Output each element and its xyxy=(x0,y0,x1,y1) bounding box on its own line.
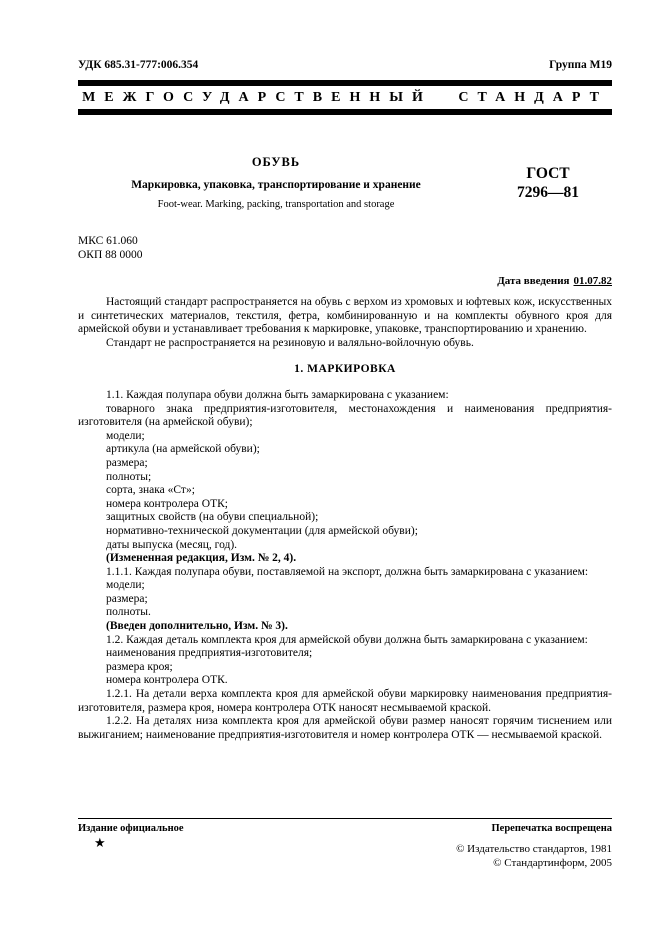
classification-codes xyxy=(78,234,612,262)
paragraph: (Введен дополнительно, Изм. № 3). xyxy=(106,620,288,633)
udk-code: УДК 685.31-777:006.354 xyxy=(78,59,199,71)
standard-banner xyxy=(78,80,612,115)
effective-date-value: 01.07.82 xyxy=(573,275,612,287)
top-codes-row xyxy=(78,58,612,72)
paragraph: модели; xyxy=(106,579,145,592)
document-title: ОБУВЬ xyxy=(251,155,301,169)
official-edition-label: Издание официальное xyxy=(78,823,184,834)
title-block xyxy=(78,155,612,210)
paragraph: защитных свойств (на обуви специальной); xyxy=(106,511,319,524)
paragraph: нормативно-технической документации (для армейской обуви); xyxy=(106,524,418,537)
copyright-block xyxy=(78,842,612,870)
star-icon: ★ xyxy=(94,835,106,850)
mks-code: МКС 61.060 xyxy=(78,235,138,247)
paragraph: полноты; xyxy=(106,470,152,483)
document-subtitle-en: Foot-wear. Marking, packing, transportation and storage xyxy=(157,199,395,210)
gost-number: 7296—81 xyxy=(517,183,579,201)
paragraph: 1.2.1. На детали верха комплекта кроя для армейской обуви маркировку наименования предприятия-изготовителя, размера кроя, номера контролера ОТК наносят несмываемой краской. xyxy=(78,688,612,714)
paragraph: артикула (на армейской обуви); xyxy=(106,443,260,456)
banner-bar-bottom xyxy=(78,109,612,115)
paragraph: (Измененная редакция, Изм. № 2, 4). xyxy=(106,552,297,565)
paragraph: 1.2.2. На деталях низа комплекта кроя для армейской обуви размер наносят горячим тиснением или выжиганием; наименование предприятия-изготовителя и номер контролера ОТК — несмываемой краской. xyxy=(78,715,612,741)
paragraph: наименования предприятия-изготовителя; xyxy=(106,647,313,660)
section-heading: 1. МАРКИРОВКА xyxy=(294,363,396,376)
document-subtitle: Маркировка, упаковка, транспортирование и хранение xyxy=(131,179,421,191)
gost-label: ГОСТ xyxy=(526,164,570,182)
paragraph: 1.2. Каждая деталь комплекта кроя для армейской обуви должна быть замаркирована с указанием: xyxy=(106,633,588,646)
effective-date-label: Дата введения xyxy=(497,275,570,287)
copyright-line: © Стандартинформ, 2005 xyxy=(493,857,612,869)
paragraph: 1.1. Каждая полупара обуви должна быть замаркирована с указанием: xyxy=(106,388,449,401)
document-body xyxy=(78,296,612,742)
page-footer xyxy=(78,818,612,870)
paragraph: даты выпуска (месяц, год). xyxy=(106,538,238,551)
paragraph: товарного знака предприятия-изготовителя, местонахождения и наименования предприятия-изготовителя (на армейской обуви); xyxy=(78,402,612,429)
paragraph: размера кроя; xyxy=(106,660,173,673)
paragraph: размера; xyxy=(106,456,148,469)
paragraph: модели; xyxy=(106,429,145,442)
paragraph: Настоящий стандарт распространяется на обувь с верхом из хромовых и юфтевых кож, искусственных и синтетических материалов, текстиля, фетра, комбинированную и на комплекты обувного кроя для армейской обуви и устанавливает требования к маркировке, упаковке, транспортированию и хранению. xyxy=(78,296,612,336)
okp-code: ОКП 88 0000 xyxy=(78,249,143,261)
group-code: Группа М19 xyxy=(549,59,612,71)
paragraph: номера контролера ОТК. xyxy=(106,674,228,687)
paragraph: полноты. xyxy=(106,606,151,619)
banner-title: МЕЖГОСУДАРСТВЕННЫЙ СТАНДАРТ xyxy=(82,90,608,105)
gost-number-box xyxy=(484,164,612,202)
paragraph: Стандарт не распространяется на резиновую и валяльно-войлочную обувь. xyxy=(106,336,474,349)
copyright-line: © Издательство стандартов, 1981 xyxy=(456,843,612,855)
paragraph: 1.1.1. Каждая полупара обуви, поставляемой на экспорт, должна быть замаркирована с указанием: xyxy=(106,565,589,578)
effective-date xyxy=(78,274,612,288)
paragraph: номера контролера ОТК; xyxy=(106,497,228,510)
paragraph: сорта, знака «Ст»; xyxy=(106,484,195,497)
footer-row xyxy=(78,819,612,835)
title-main xyxy=(78,155,484,210)
reprint-forbidden-label: Перепечатка воспрещена xyxy=(491,823,612,834)
paragraph: размера; xyxy=(106,592,148,605)
